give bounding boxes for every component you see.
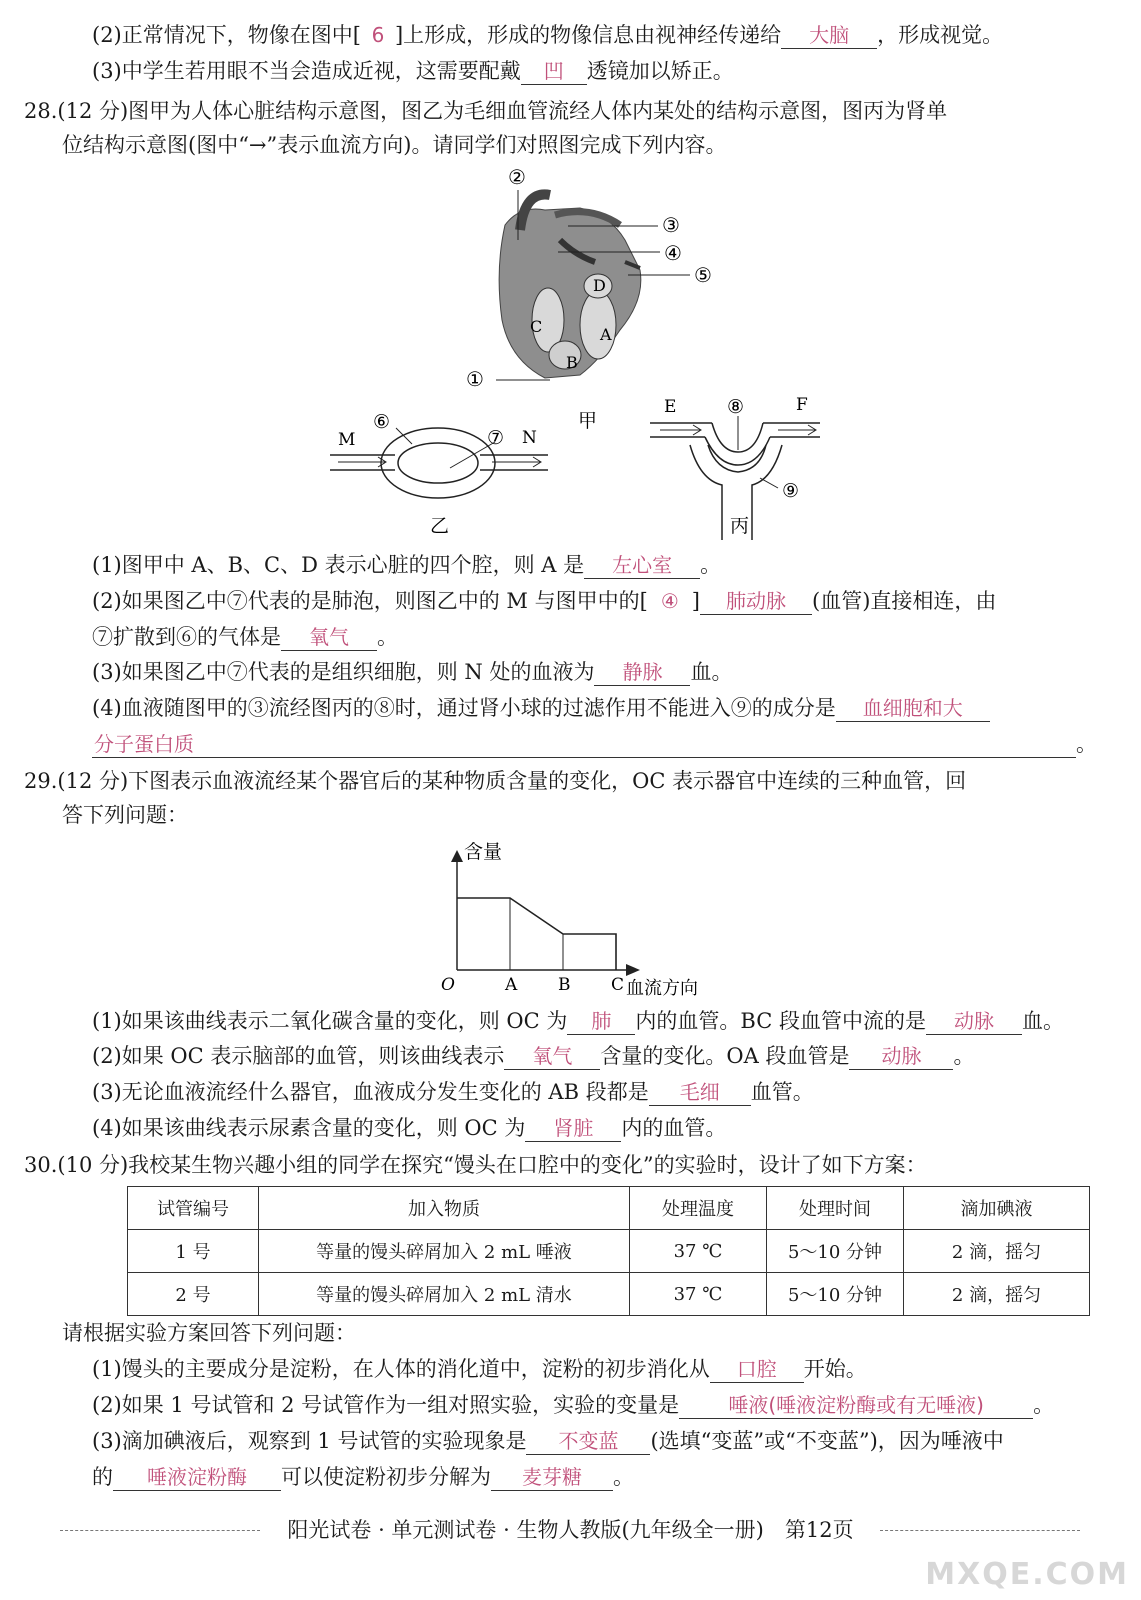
table-header: 滴加碘液 <box>904 1187 1090 1230</box>
x-axis-label: 血流方向 <box>626 978 698 999</box>
content-chart <box>420 838 740 1003</box>
caption-yi: 乙 <box>430 515 450 537</box>
x-tick-label: B <box>558 975 571 995</box>
answer-blank: 口腔 <box>710 1356 804 1383</box>
answer-blank: 唾液(唾液淀粉酶或有无唾液) <box>679 1392 1033 1419</box>
answer-blank: 凹 <box>521 58 587 85</box>
caption-jia: 甲 <box>578 410 598 432</box>
answer-blank: 静脉 <box>594 659 690 686</box>
answer-blank: 血细胞和大 <box>836 695 990 722</box>
label-F: F <box>796 395 808 415</box>
watermark: MXQE.COM <box>925 1557 1129 1592</box>
label-E: E <box>664 397 677 417</box>
label-C: C <box>530 317 543 336</box>
nephron-diagram <box>650 395 820 540</box>
q29-s3: (3)无论血液流经什么器官，血液成分发生变化的 AB 段都是 毛细 血管。 <box>92 1080 814 1104</box>
label-7: ⑦ <box>487 427 505 449</box>
x-tick-label: C <box>611 975 625 995</box>
table-row: 2 号 等量的馒头碎屑加入 2 mL 清水 37 ℃ 5～10 分钟 2 滴，摇匀 <box>128 1273 1090 1316</box>
q29-stem-2: 答下列问题： <box>62 803 188 827</box>
table-header: 处理温度 <box>630 1187 767 1230</box>
answer-blank: 大脑 <box>781 22 877 49</box>
answer-blank: 分子蛋白质 <box>92 731 1076 758</box>
q30-s3: (3)滴加碘液后，观察到 1 号试管的实验现象是 不变蓝 (选填“变蓝”或“不变蓝”)，因为唾液中 <box>92 1429 1004 1453</box>
q28-figures <box>0 160 1141 550</box>
q28-s2b: ⑦扩散到⑥的气体是 氧气 。 <box>92 625 398 649</box>
label-B: B <box>566 353 578 372</box>
q28-s4b: 分子蛋白质 。 <box>94 732 1097 756</box>
label-5: ⑤ <box>694 263 712 287</box>
q28-stem: 28.(12 分)图甲为人体心脏结构示意图，图乙为毛细血管流经人体内某处的结构示意图，图丙为肾单 <box>24 99 948 123</box>
answer-blank: 麦芽糖 <box>491 1464 613 1491</box>
q28-s3: (3)如果图乙中⑦代表的是组织细胞，则 N 处的血液为 静脉 血。 <box>92 660 733 684</box>
x-axis-arrow <box>626 964 640 976</box>
q28-s4: (4)血液随图甲的③流经图丙的⑧时，通过肾小球的过滤作用不能进入⑨的成分是 血细胞和大 <box>92 693 990 723</box>
answer-blank: 肺动脉 <box>700 588 812 615</box>
y-axis-arrow <box>451 850 463 862</box>
answer-blank: 肺 <box>567 1008 635 1035</box>
table-row: 1 号 等量的馒头碎屑加入 2 mL 唾液 37 ℃ 5～10 分钟 2 滴，摇匀 <box>128 1230 1090 1273</box>
label-4: ④ <box>664 241 682 265</box>
label-9: ⑨ <box>782 480 800 502</box>
answer-blank: 氧气 <box>504 1043 600 1070</box>
x-tick-label: O <box>441 975 455 995</box>
q30-intro: 请根据实验方案回答下列问题： <box>62 1321 356 1345</box>
table-header: 加入物质 <box>259 1187 630 1230</box>
q28-s2: (2)如果图乙中⑦代表的是肺泡，则图乙中的 M 与图甲中的[ ④ ] 肺动脉 (血管)直接相连，由 <box>92 589 997 613</box>
q29-stem: 29.(12 分)下图表示血液流经某个器官后的某种物质含量的变化，OC 表示器官中连续的三种血管，回 <box>24 769 967 793</box>
label-M: M <box>338 430 356 450</box>
answer-blank: ④ <box>660 589 679 613</box>
table-header: 试管编号 <box>128 1187 259 1230</box>
q29-s1: (1)如果该曲线表示二氧化碳含量的变化，则 OC 为 肺 内的血管。BC 段血管中流的是 动脉 血。 <box>92 1009 1064 1033</box>
x-tick-label: A <box>505 975 518 995</box>
label-8: ⑧ <box>727 396 745 418</box>
answer-blank: 不变蓝 <box>526 1428 650 1455</box>
q30-s1: (1)馒头的主要成分是淀粉，在人体的消化道中，淀粉的初步消化从 口腔 开始。 <box>92 1357 867 1381</box>
label-1: ① <box>466 367 484 391</box>
q30-stem: 30.(10 分)我校某生物兴趣小组的同学在探究“馒头在口腔中的变化”的实验时，设计了如下方案： <box>24 1153 927 1177</box>
label-3: ③ <box>662 213 680 237</box>
heart-diagram <box>466 165 712 432</box>
label-2: ② <box>508 165 526 189</box>
y-axis-label: 含量 <box>464 841 503 863</box>
answer-blank: 毛细 <box>649 1079 751 1106</box>
q29-s4: (4)如果该曲线表示尿素含量的变化，则 OC 为 肾脏 内的血管。 <box>92 1116 727 1140</box>
q28-s1: (1)图甲中 A、B、C、D 表示心脏的四个腔，则 A 是 左心室 。 <box>92 553 722 577</box>
label-D: D <box>593 276 606 295</box>
answer-blank: 氧气 <box>281 624 377 651</box>
q30-s3b: 的 唾液淀粉酶 可以使淀粉初步分解为 麦芽糖 。 <box>92 1465 634 1489</box>
q29-s2: (2)如果 OC 表示脑部的血管，则该曲线表示 氧气 含量的变化。OA 段血管是 动脉 。 <box>92 1044 975 1068</box>
experiment-table <box>127 1186 1090 1316</box>
q30-s2: (2)如果 1 号试管和 2 号试管作为一组对照实验，实验的变量是 唾液(唾液淀粉酶或有无唾液) 。 <box>92 1393 1055 1417</box>
table-header: 处理时间 <box>767 1187 904 1230</box>
page-footer: 阳光试卷 · 单元测试卷 · 生物人教版(九年级全一册) 第12页 <box>287 1518 854 1542</box>
answer-blank: 肾脏 <box>525 1115 621 1142</box>
series-line <box>457 898 616 970</box>
answer-blank: 动脉 <box>926 1008 1022 1035</box>
label-A: A <box>600 325 612 344</box>
answer-blank: 6 <box>371 23 385 47</box>
q28-stem-2: 位结构示意图(图中“→”表示血流方向)。请同学们对照图完成下列内容。 <box>62 133 727 157</box>
capillary-diagram <box>330 411 548 537</box>
q27-line-2: (2)正常情况下，物像在图中[ 6 ]上形成，形成的物像信息由视神经传递给 大脑 ，形成视觉。 <box>92 23 1004 47</box>
caption-bing: 丙 <box>730 515 750 537</box>
q27-line-3: (3)中学生若用眼不当会造成近视，这需要配戴 凹 透镜加以矫正。 <box>92 59 734 83</box>
label-6: ⑥ <box>373 411 391 433</box>
answer-blank: 动脉 <box>849 1043 953 1070</box>
label-N: N <box>522 428 537 448</box>
answer-blank: 唾液淀粉酶 <box>113 1464 281 1491</box>
answer-blank: 左心室 <box>584 552 700 579</box>
